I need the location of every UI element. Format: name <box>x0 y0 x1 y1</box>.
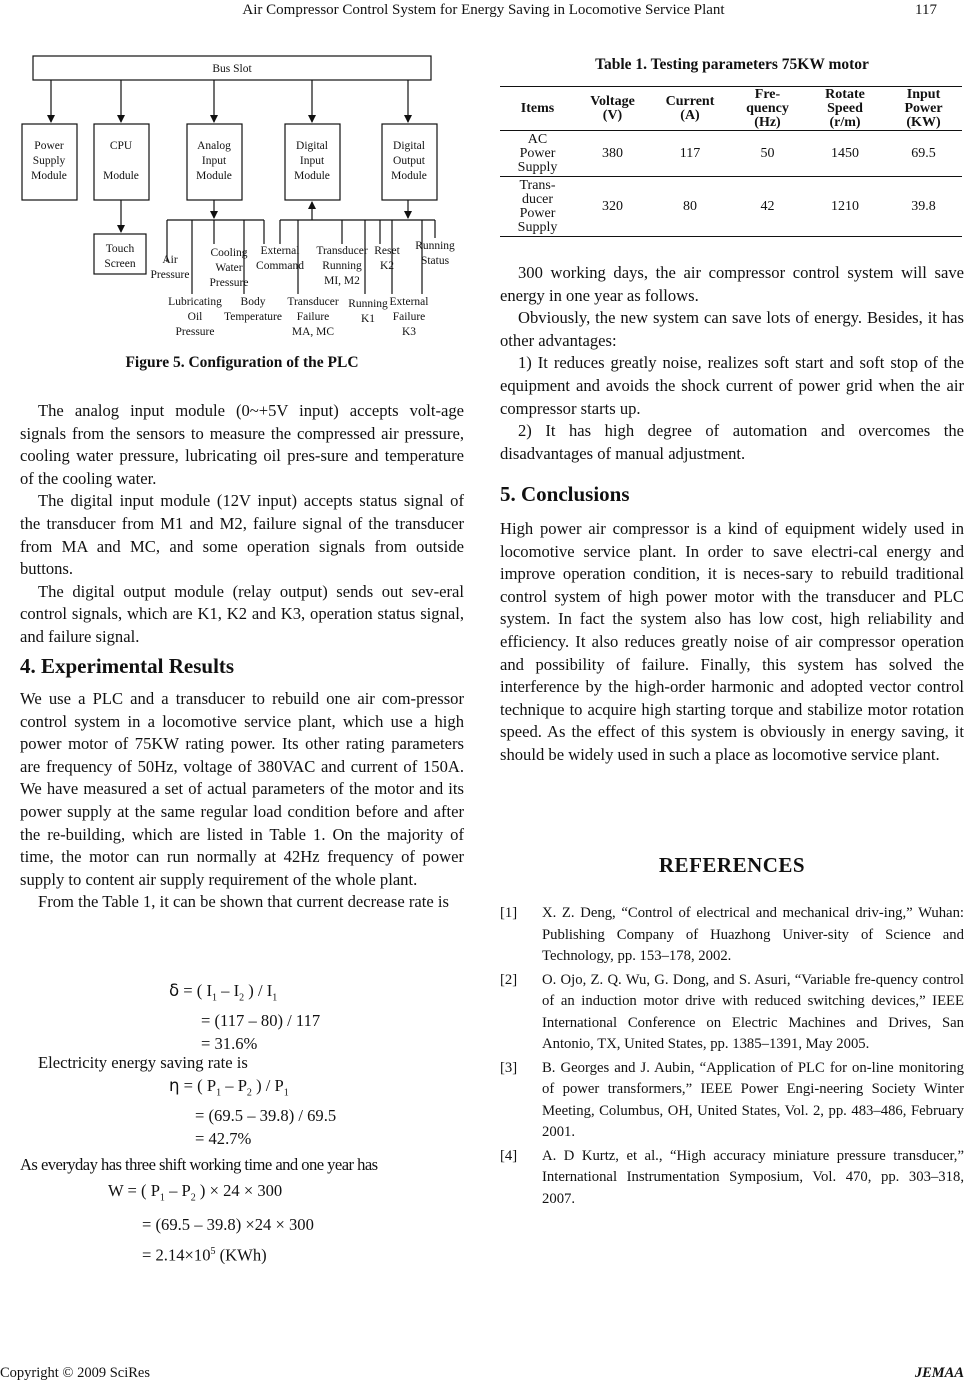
table-cell: 1210 <box>831 198 859 214</box>
table-header-items <box>500 87 575 131</box>
touch-screen-line1: Touch <box>105 243 135 255</box>
eq-w-part: – P <box>164 1181 191 1200</box>
reference-text: X. Z. Deng, “Control of electrical and mechanical driv-ing,” Wuhan: Publishing Company of Huazhong Univer-sity of Science and Technology, pp. 153–178, 2002. <box>542 905 964 964</box>
transducer-running-line2: Running <box>322 260 362 272</box>
cell-line: Power <box>519 205 556 221</box>
eq-w-part: (KWh) <box>215 1245 267 1265</box>
th-line: Rotate <box>825 86 865 102</box>
th-line: quency <box>746 100 789 116</box>
eq-sub: 2 <box>246 1087 252 1099</box>
table-header-row <box>500 87 962 131</box>
air-pressure-line2: Pressure <box>150 269 190 281</box>
eq-eta-part: – P <box>221 1076 247 1095</box>
eq-w-line2: = (69.5 – 39.8) ×24 × 300 <box>142 1214 314 1234</box>
table-cell: 117 <box>679 145 701 161</box>
reference-number: [3] <box>500 1059 518 1076</box>
cell-line: Supply <box>517 219 558 235</box>
paragraph-shift: As everyday has three shift working time and one year has <box>20 1155 378 1174</box>
table-row <box>500 177 962 237</box>
figure-caption: Figure 5. Configuration of the PLC <box>125 354 359 371</box>
paragraph-advantage-2: 2) It has high degree of automation and overcomes the disadvantages of manual adjustment. <box>500 421 964 463</box>
table-cell-item <box>500 177 575 237</box>
th-line: (r/m) <box>829 114 861 130</box>
delta-symbol: δ <box>169 981 180 1000</box>
digital-output-module-line2: Output <box>393 155 425 167</box>
reference-number: [2] <box>500 971 518 988</box>
analog-module-line1: Analog <box>197 140 231 152</box>
plc-configuration-diagram <box>20 48 464 348</box>
cooling-water-line1: Cooling <box>210 247 248 259</box>
equation-delta <box>169 980 320 1055</box>
power-module-line1: Power <box>34 140 64 152</box>
eq-eta-part: ) / P <box>251 1076 284 1095</box>
running-k1-line1: Running <box>348 298 388 310</box>
table-testing-parameters <box>500 86 962 237</box>
references-title: REFERENCES <box>658 853 806 877</box>
running-k1-line2: K1 <box>360 313 376 325</box>
cooling-water-line2: Water <box>215 262 243 274</box>
cpu-module-line3: Module <box>103 170 139 182</box>
cell-line: Trans- <box>519 177 556 193</box>
table-cell: 320 <box>602 198 623 214</box>
cell-line: Supply <box>517 159 558 175</box>
th-line: (A) <box>680 107 700 123</box>
eq-sub: 1 <box>159 1192 165 1204</box>
eta-symbol: η <box>169 1076 180 1095</box>
eq-delta-part: – I <box>217 981 240 1000</box>
reference-number: [4] <box>500 1147 518 1164</box>
body-temperature-line1: Body <box>240 296 266 308</box>
eq-eta-part: = ( P <box>179 1076 217 1095</box>
external-command-line1: External <box>260 245 300 257</box>
eq-sub: 2 <box>190 1192 196 1204</box>
eq-w-part: ) × 24 × 300 <box>195 1181 283 1200</box>
reference-text: B. Georges and J. Aubin, “Application of PLC for on-line monitoring of power transformers,” IEEE Power Engi-neering Society Winter Meeting, Columbus, OH, United States, Vol. 2, pp. 483–486, February 2001. <box>542 1059 964 1140</box>
running-title: Air Compressor Control System for Energy Saving in Locomotive Service Plant <box>242 2 725 18</box>
eq-w-part: W = ( P <box>108 1181 160 1200</box>
th-line: Current <box>665 93 715 109</box>
th-line: Items <box>520 100 555 116</box>
th-line: Voltage <box>590 93 635 109</box>
page-number: 117 <box>915 2 937 18</box>
section-heading-5: 5. Conclusions <box>500 482 630 506</box>
reference-text: O. Ojo, Z. Q. Wu, G. Dong, and S. Asuri, “Variable fre-quency control of an induction motor drive with reduced switching devices,” IEEE International Conference on Electric Machines and Drives, San Antonio, TX, United States, pp. 1385–1391, May 2005. <box>542 971 964 1052</box>
cell-line: ducer <box>521 191 554 207</box>
section-heading-4: 4. Experimental Results <box>20 654 235 678</box>
table-cell: 39.8 <box>911 198 936 214</box>
th-line: Power <box>904 100 943 116</box>
table-cell: 380 <box>602 145 623 161</box>
paragraph-digital-input: The digital input module (12V input) accepts status signal of the transducer from M1 and M2, failure signal of the transducer from MA and MC, and some operation signals from outside buttons. <box>20 491 464 579</box>
paragraph-current-rate: From the Table 1, it can be shown that current decrease rate is <box>38 892 449 912</box>
running-header <box>0 2 967 24</box>
transducer-failure-line1: Transducer <box>287 296 339 308</box>
cooling-water-line3: Pressure <box>209 277 249 289</box>
table-cell: 80 <box>683 198 697 214</box>
analog-module-line2: Input <box>201 155 227 167</box>
digital-input-module-line1: Digital <box>296 140 328 152</box>
eq-sub: 1 <box>283 1087 289 1099</box>
eq-sub: 1 <box>212 992 218 1004</box>
transducer-failure-line2: Failure <box>296 311 330 323</box>
th-line: (V) <box>602 107 623 123</box>
power-module-line2: Supply <box>32 155 66 167</box>
paragraph-working-days: 300 working days, the air compressor control system will save energy in one year as follows. <box>500 263 964 305</box>
equation-eta <box>169 1075 336 1150</box>
table-header-voltage <box>575 87 650 131</box>
paragraph-energy-rate: Electricity energy saving rate is <box>38 1053 248 1072</box>
paragraph-digital-output: The digital output module (relay output) sends out sev-eral control signals, which are K1, K2 and K3, operation status signal, and failure signal. <box>20 581 464 646</box>
th-line: (KW) <box>906 114 941 130</box>
transducer-failure-line3: MA, MC <box>291 326 335 338</box>
body-temperature-line2: Temperature <box>224 311 282 323</box>
eq-delta-part: = ( I <box>179 981 213 1000</box>
reference-item <box>500 1058 964 1144</box>
running-status-line2: Status <box>420 255 450 267</box>
eq-eta-line2: = (69.5 – 39.8) / 69.5 <box>195 1105 337 1125</box>
journal-name: JEMAA <box>914 1365 964 1381</box>
lubricating-oil-line2: Oil <box>187 311 203 323</box>
paragraph-analog: The analog input module (0~+5V input) accepts volt-age signals from the sensors to measure the compressed air pressure, cooling water pressure, lubricating oil pres-sure and temperature of the cooling water. <box>20 401 464 488</box>
reset-k2-line2: K2 <box>379 260 395 272</box>
table-header-frequency <box>730 87 805 131</box>
reference-item <box>500 903 964 968</box>
external-failure-line1: External <box>389 296 429 308</box>
cpu-module-box <box>94 124 149 200</box>
lubricating-oil-line1: Lubricating <box>168 296 222 308</box>
eq-delta-line3: = 31.6% <box>201 1033 258 1053</box>
reference-text: A. D Kurtz, et al., “High accuracy miniature pressure transducer,” International Instrumentation Symposium, Vol. 470, pp. 303–318, 2007. <box>542 1147 964 1207</box>
external-failure-line2: Failure <box>392 311 426 323</box>
table-cell: 50 <box>760 145 775 161</box>
external-command-line2: Command <box>256 260 304 272</box>
transducer-running-line3: MI, M2 <box>324 275 360 287</box>
digital-input-module-line3: Module <box>294 170 330 182</box>
digital-output-module-line1: Digital <box>393 140 425 152</box>
reference-number: [1] <box>500 905 518 921</box>
table-header-current <box>650 87 730 131</box>
eq-delta-part: ) / I <box>244 981 273 1000</box>
equation-w <box>108 1180 314 1267</box>
table-header-speed <box>805 87 885 131</box>
digital-input-module-line2: Input <box>299 155 325 167</box>
paragraph-experiment: We use a PLC and a transducer to rebuild one air com-pressor control system in a locomotive service plant, which use a high power motor of 75KW rating power. Its other rating parameters are frequency of 50Hz, voltage of 380VAC and current of 150A. We have measured a set of actual parameters of the motor and its power supply at the same regular load condition before and after the re-building, which are listed in Table 1. On the majority of time, the motor can run normally at 42Hz frequency of power supply to content air supply requirement of the whole plant. <box>20 689 464 889</box>
eq-sub: 1 <box>272 992 278 1004</box>
table-cell-item <box>500 131 575 177</box>
external-failure-line3: K3 <box>401 326 417 338</box>
air-pressure-line1: Air <box>162 254 178 266</box>
eq-eta-line3: = 42.7% <box>195 1128 252 1148</box>
eq-sub: 2 <box>239 992 245 1004</box>
paragraph-obviously: Obviously, the new system can save lots of energy. Besides, it has other advantages: <box>500 308 964 350</box>
table-cell: 69.5 <box>911 145 936 161</box>
cell-line: AC <box>527 131 548 147</box>
lubricating-oil-line3: Pressure <box>175 326 215 338</box>
table-cell: 42 <box>760 198 775 214</box>
th-line: Fre- <box>754 86 781 102</box>
eq-delta-line2: = (117 – 80) / 117 <box>201 1010 321 1030</box>
table-cell: 1450 <box>831 145 859 161</box>
analog-module-line3: Module <box>196 170 232 182</box>
eq-sub: 1 <box>216 1087 222 1099</box>
eq-w-part: = 2.14×10 <box>142 1245 211 1265</box>
paragraph-advantage-1: 1) It reduces greatly noise, realizes soft start and soft stop of the equipment and avoids the shock current of power grid when the air compressor starts up. <box>500 353 964 418</box>
transducer-running-line1: Transducer <box>316 245 368 257</box>
th-line: Input <box>906 86 941 102</box>
running-status-line1: Running <box>415 240 455 252</box>
reference-item <box>500 1146 964 1211</box>
reset-k2-line1: Reset <box>374 245 400 257</box>
paragraph-conclusions: High power air compressor is a kind of equipment widely used in locomotive service plant. In order to save electri-cal energy and improve operation condition, it is neces-sary to rebuild traditional control system of high power motor with the transducer and PLC system. In fact the system also has low cost, high reliability and efficiency. It also reduces greatly noise of air compressor operation and possibility of failure. Finally, this system has solved the interference by the high-order harmonic and adopted vector control technique to acquire high starting torque and stabilize motor rotation speed. As the effect of this system is obviously in energy saving, it should be widely used in such a place as locomotive service plant. <box>500 519 964 764</box>
table-caption: Table 1. Testing parameters 75KW motor <box>595 56 869 73</box>
cell-line: Power <box>519 145 556 161</box>
bus-slot-label: Bus Slot <box>212 63 252 75</box>
table-row <box>500 131 962 177</box>
power-module-line3: Module <box>31 170 67 182</box>
th-line: Speed <box>827 100 863 116</box>
references-list <box>500 903 964 1212</box>
touch-screen-line2: Screen <box>104 258 136 270</box>
th-line: (Hz) <box>754 114 781 130</box>
digital-output-module-line3: Module <box>391 170 427 182</box>
table-header-power <box>885 87 962 131</box>
eq-sup: 5 <box>210 1245 216 1257</box>
copyright: Copyright © 2009 SciRes <box>0 1365 150 1381</box>
cpu-module-line1: CPU <box>109 140 133 152</box>
reference-item <box>500 970 964 1056</box>
